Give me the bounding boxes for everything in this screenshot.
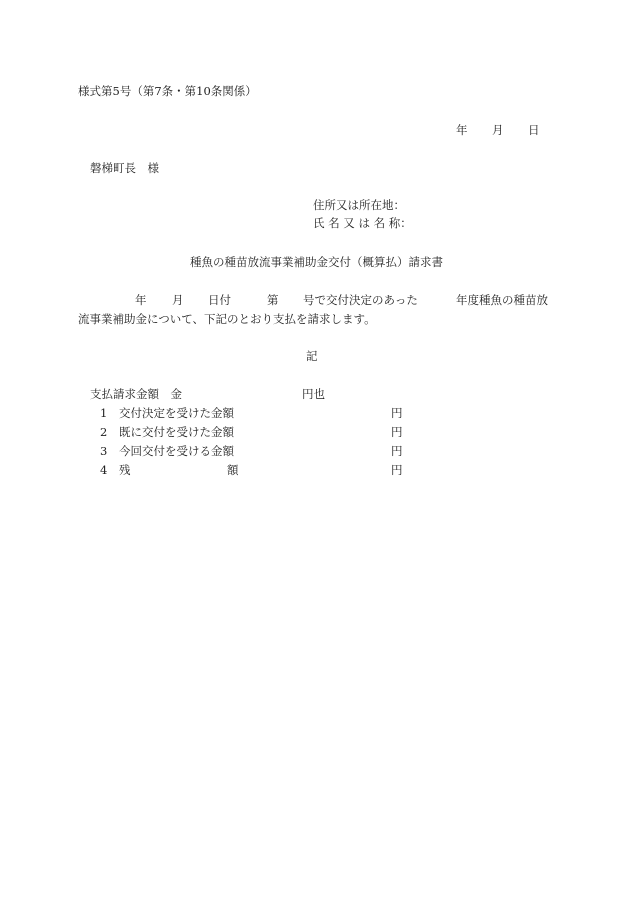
item-number: 2	[100, 425, 108, 439]
ki-heading: 記	[306, 349, 318, 363]
item-label: 交付決定を受けた金額	[119, 406, 234, 420]
body-number-prefix: 第	[267, 293, 279, 307]
item-unit: 円	[391, 444, 403, 458]
body-line-2: 流事業補助金について、下記のとおり支払を請求します。	[78, 312, 376, 326]
date-month: 月	[492, 123, 504, 137]
body-month: 月	[172, 293, 184, 307]
item-number: 3	[100, 444, 108, 458]
date-year: 年	[456, 123, 468, 137]
addressee: 磐梯町長 様	[90, 161, 159, 175]
item-unit: 円	[391, 463, 403, 477]
date-day: 日	[528, 123, 540, 137]
item-unit: 円	[391, 406, 403, 420]
item-label: 既に交付を受けた金額	[119, 425, 234, 439]
item-unit: 円	[391, 425, 403, 439]
item-label: 今回交付を受ける金額	[119, 444, 234, 458]
body-fiscal: 年度種魚の種苗放	[456, 293, 548, 307]
body-number-suffix: 号で交付決定のあった	[303, 293, 418, 307]
body-year: 年	[135, 293, 147, 307]
body-dated: 日付	[208, 293, 231, 307]
document-title: 種魚の種苗放流事業補助金交付（概算払）請求書	[190, 255, 443, 269]
item-label-second: 額	[227, 463, 239, 477]
address-label: 住所又は所在地：	[313, 198, 405, 212]
item-number: 1	[100, 406, 108, 420]
form-label: 様式第5号（第7条・第10条関係）	[78, 84, 257, 98]
name-label: 氏 名 又 は 名 称：	[313, 216, 412, 230]
request-amount-unit: 円也	[302, 387, 325, 401]
item-number: 4	[100, 463, 108, 477]
request-amount-label: 支払請求金額 金	[90, 387, 182, 401]
item-label-first: 残	[119, 463, 131, 477]
